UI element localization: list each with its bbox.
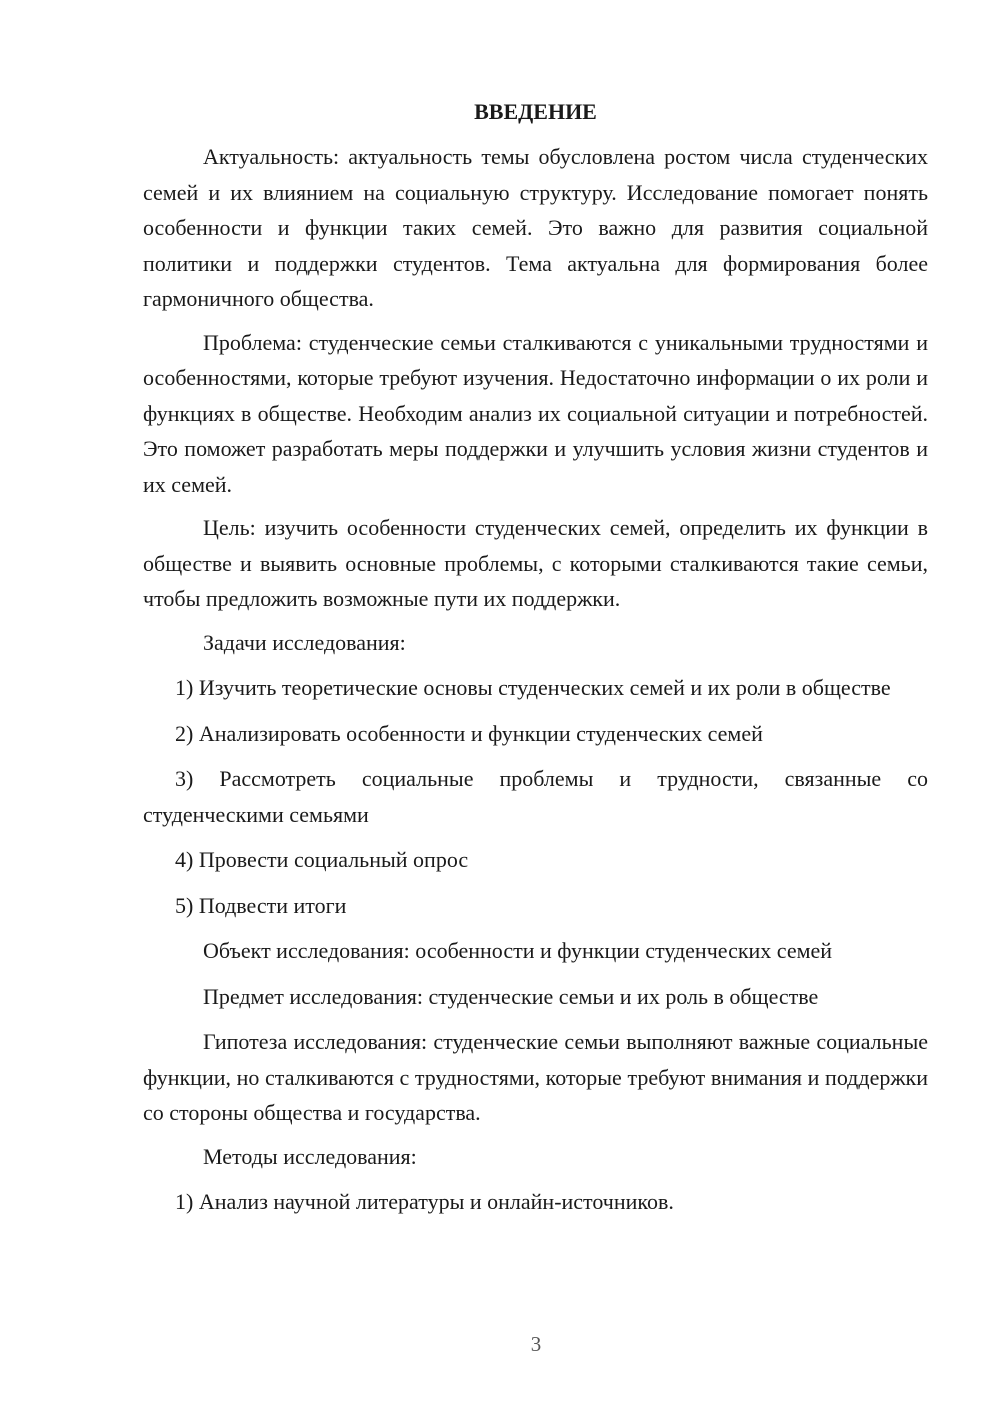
goal-paragraph: Цель: изучить особенности студенческих семей, определить их функции в обществе и выявить основные проблемы, с которыми сталкиваются такие семьи, чтобы предложить возможные пути их поддержки.: [143, 515, 928, 611]
problem-paragraph: Проблема: студенческие семьи сталкиваются с уникальными трудностями и особенностями, которые требуют изучения. Недостаточно информации о их роли и функциях в обществе. Необходим анализ их социальной ситуации и потребностей. Это поможет разработать меры поддержки и улучшить условия жизни студентов и их семей.: [143, 329, 928, 497]
task-item: 2) Анализировать особенности и функции студенческих семей: [175, 720, 763, 746]
research-subject: Предмет исследования: студенческие семьи и их роль в обществе: [203, 983, 819, 1009]
task-item: 4) Провести социальный опрос: [175, 847, 469, 872]
task-item: 1) Изучить теоретические основы студенческих семей и их роли в обществе: [175, 675, 891, 700]
hypothesis-paragraph: Гипотеза исследования: студенческие семьи выполняют важные социальные функции, но сталкиваются с трудностями, которые требуют внимания и поддержки со стороны общества и государства.: [143, 1029, 928, 1125]
relevance-paragraph: Актуальность: актуальность темы обусловлена ростом числа студенческих семей и их влиянием на социальную структуру. Исследование помогает понять особенности и функции таких семей. Это важно для развития социальной политики и поддержки студентов. Тема актуальна для формирования более гармоничного общества.: [143, 144, 928, 311]
tasks-heading: Задачи исследования:: [203, 629, 406, 655]
task-item: 5) Подвести итоги: [175, 892, 347, 918]
task-item: 3) Рассмотреть социальные проблемы и трудности, связанные со студенческими семьями: [143, 766, 928, 827]
page-number: 3: [530, 1332, 542, 1356]
page-content: [143, 94, 928, 1230]
method-item: 1) Анализ научной литературы и онлайн-источников.: [175, 1189, 674, 1214]
section-title: ВВЕДЕНИЕ: [474, 99, 597, 124]
methods-heading: Методы исследования:: [203, 1143, 417, 1169]
research-object: Объект исследования: особенности и функции студенческих семей: [203, 938, 833, 963]
